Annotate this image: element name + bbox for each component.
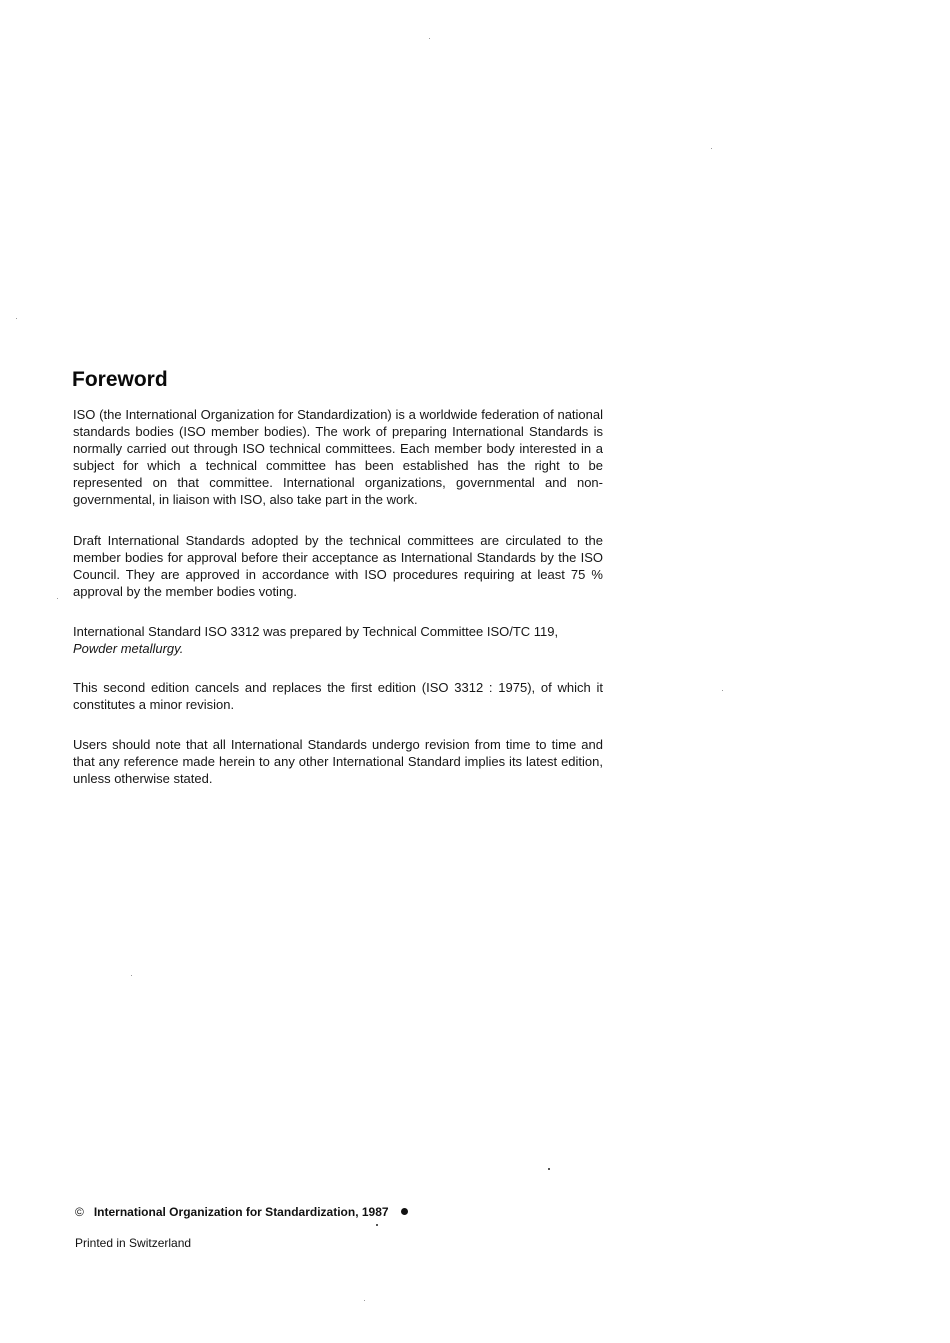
scan-speck [131, 975, 132, 976]
scan-speck [16, 318, 17, 319]
foreword-paragraph-draft-standards: Draft International Standards adopted by the technical committees are circulated to the member bodies for approval before their acceptance as International Standards by the ISO Council. They are approved in accordance with ISO procedures requiring at least 75 % approval by the member bodies voting. [73, 533, 603, 599]
foreword-paragraph-iso-federation: ISO (the International Organization for Standardization) is a worldwide federation of national standards bodies (ISO member bodies). The work of preparing International Standards is normally carried out through ISO technical committees. Each member body interested in a subject for which a technical committee has been established has the right to be represented on that committee. International organizations, governmental and non-governmental, in liaison with ISO, also take part in the work. [73, 407, 603, 507]
foreword-heading: Foreword [72, 368, 168, 391]
foreword-paragraph-users-note: Users should note that all International Standards undergo revision from time to time and that any reference made herein to any other International Standard implies its latest edition, unless otherwise stated. [73, 737, 603, 786]
prepared-by-text: International Standard ISO 3312 was prepared by Technical Committee ISO/TC 119, [73, 624, 559, 639]
printed-in-line: Printed in Switzerland [75, 1236, 192, 1250]
bullet-dot-icon [401, 1208, 408, 1215]
copyright-line [75, 1204, 408, 1220]
scan-speck [364, 1300, 365, 1301]
foreword-paragraph-edition-note: This second edition cancels and replaces the first edition (ISO 3312 : 1975), of which it constitutes a minor revision. [73, 680, 603, 712]
committee-title: Powder metallurgy. [73, 641, 184, 656]
scan-speck [57, 598, 58, 599]
copyright-symbol: © [75, 1205, 84, 1219]
foreword-paragraph-prepared-by [73, 623, 603, 657]
scan-speck [711, 148, 712, 149]
copyright-text: International Organization for Standardization, 1987 [93, 1205, 389, 1219]
scan-speck [429, 38, 430, 39]
scan-speck [376, 1224, 378, 1226]
scan-speck [548, 1168, 550, 1170]
scan-speck [722, 690, 723, 691]
